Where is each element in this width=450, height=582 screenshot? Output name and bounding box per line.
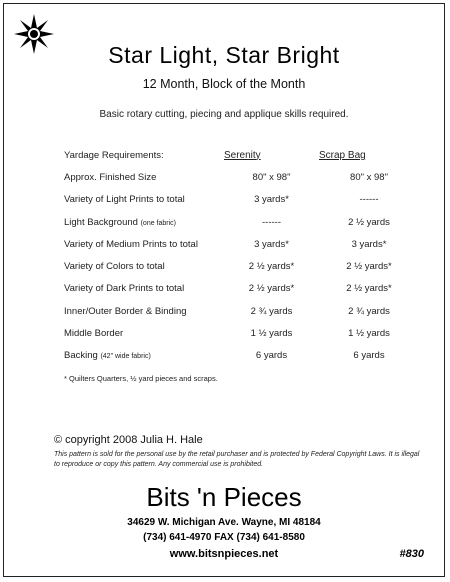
- row-label: [64, 189, 224, 211]
- address: 34629 W. Michigan Ave. Wayne, MI 48184: [127, 517, 321, 528]
- column-scrap-bag: Scrap Bag: [319, 149, 366, 161]
- row-label: [64, 300, 224, 322]
- yardage-header-label: Yardage Requirements:: [64, 149, 164, 161]
- row-label: [64, 322, 224, 344]
- pattern-number: #830: [399, 548, 424, 560]
- skills-note: Basic rotary cutting, piecing and applique skills required.: [99, 109, 349, 120]
- scrap-bag-value: 3 yards*: [351, 238, 387, 250]
- serenity-value: 3 yards*: [254, 238, 289, 250]
- row-label-text: Inner/Outer Border & Binding: [64, 305, 187, 317]
- row-label: [64, 166, 224, 188]
- serenity-value: 2 ½ yards*: [248, 261, 295, 273]
- scrap-bag-value: 2 ¾ yards: [348, 305, 390, 317]
- phone-fax: (734) 641-4970 FAX (734) 641-8580: [143, 532, 305, 543]
- table-row: [64, 189, 419, 211]
- yardage-table: [64, 144, 419, 367]
- pattern-title: Star Light, Star Bright: [108, 42, 340, 68]
- scrap-bag-value: 6 yards: [353, 350, 385, 362]
- footnote: * Quilters Quarters, ½ yard pieces and scraps.: [64, 374, 218, 383]
- copyright: © copyright 2008 Julia H. Hale: [54, 434, 203, 446]
- table-row: [64, 255, 419, 277]
- scrap-bag-value: 80" x 98": [350, 171, 388, 183]
- pattern-subtitle: 12 Month, Block of the Month: [142, 77, 306, 91]
- table-row: [64, 233, 419, 255]
- serenity-value: ------: [262, 216, 281, 228]
- scrap-bag-value: ------: [359, 194, 379, 206]
- table-row: [64, 300, 419, 322]
- row-label: [64, 278, 224, 300]
- table-row: [64, 345, 419, 367]
- brand-name: Bits 'n Pieces: [146, 482, 302, 512]
- row-label: [64, 233, 224, 255]
- table-row: [64, 322, 419, 344]
- table-row: [64, 211, 419, 233]
- table-header-row: [64, 144, 419, 166]
- legal-notice: This pattern is sold for the personal use by the retail purchaser and is protected by Federal Copyright Laws. It is illegal to reproduce or copy this pattern. Any commercial use is prohibited.: [54, 451, 420, 468]
- serenity-value: 6 yards: [255, 350, 288, 362]
- row-label-text: Light Background: [64, 216, 138, 228]
- serenity-value: 2 ½ yards*: [248, 283, 295, 295]
- pattern-page: [3, 3, 445, 577]
- scrap-bag-value: 1 ½ yards: [348, 328, 390, 340]
- row-label-text: Approx. Finished Size: [64, 171, 157, 183]
- scrap-bag-value: 2 ½ yards: [348, 216, 390, 228]
- website-link[interactable]: www.bitsnpieces.net: [169, 548, 279, 560]
- row-label-text: Middle Border: [64, 328, 124, 340]
- row-label-text: Variety of Dark Prints to total: [64, 283, 185, 295]
- serenity-value: 2 ¾ yards: [250, 305, 293, 317]
- serenity-value: 80" x 98": [252, 171, 291, 183]
- row-label: [64, 211, 224, 233]
- row-label: [64, 345, 224, 367]
- row-label-text: Variety of Colors to total: [64, 261, 165, 273]
- serenity-value: 3 yards*: [254, 194, 289, 206]
- row-label: [64, 255, 224, 277]
- scrap-bag-value: 2 ½ yards*: [346, 283, 392, 295]
- table-row: [64, 278, 419, 300]
- scrap-bag-value: 2 ½ yards*: [346, 261, 392, 273]
- row-label-text: Backing: [64, 350, 98, 362]
- row-label-text: Variety of Light Prints to total: [64, 194, 185, 206]
- row-label-text: Variety of Medium Prints to total: [64, 238, 198, 250]
- serenity-value: 1 ½ yards: [250, 328, 293, 340]
- row-note: (42" wide fabric): [100, 353, 151, 361]
- table-row: [64, 166, 419, 188]
- column-serenity: Serenity: [224, 149, 261, 161]
- row-note: (one fabric): [140, 219, 176, 227]
